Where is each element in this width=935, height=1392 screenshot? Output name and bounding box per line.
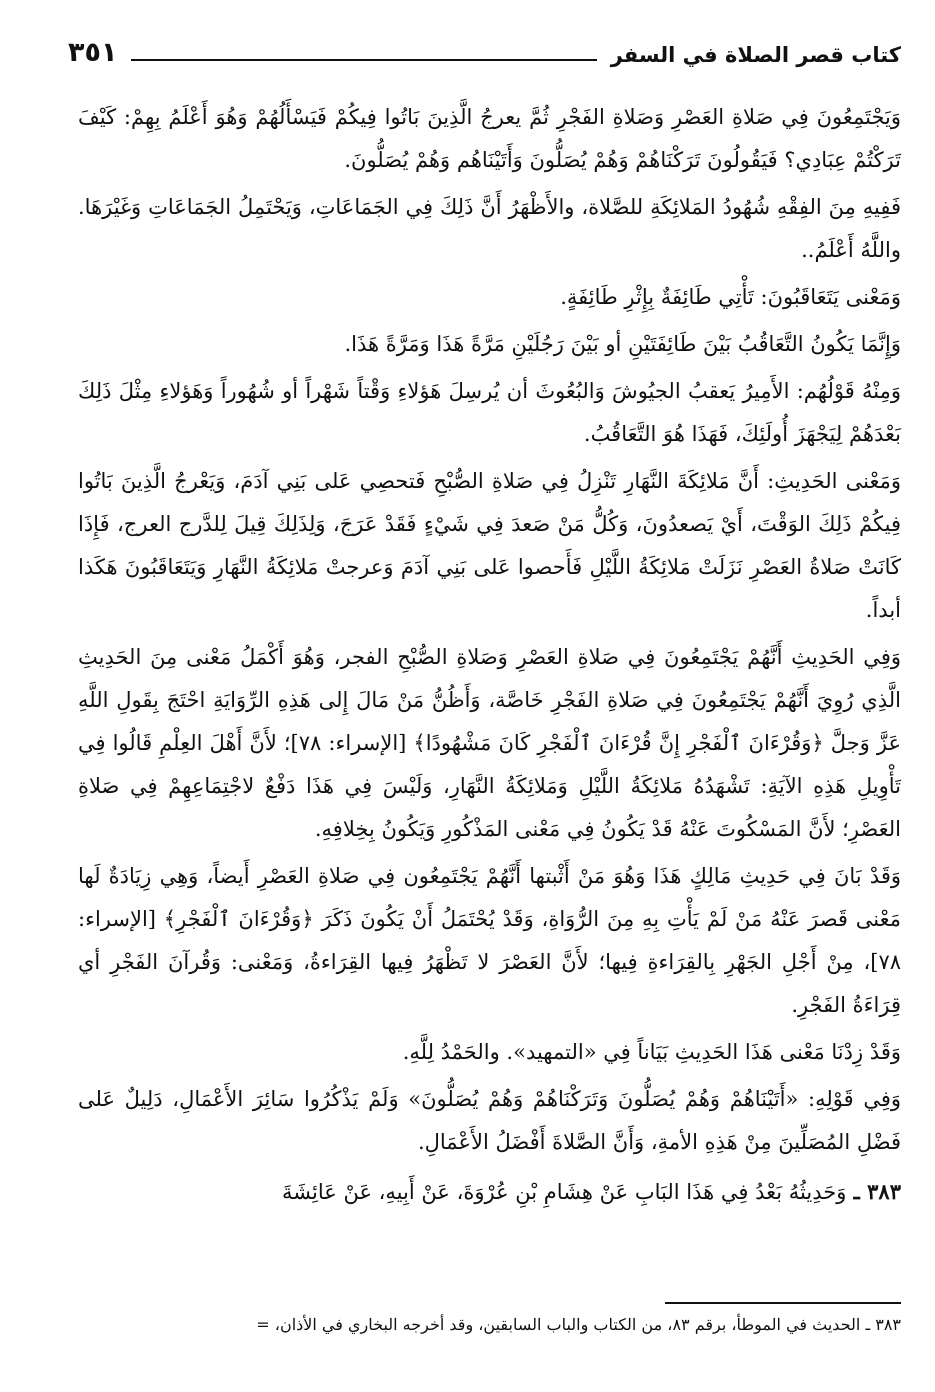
paragraph: وَقَدْ زِدْنَا مَعْنى هَذَا الحَدِيثِ بَيَاناً فِي «التمهيد». والحَمْدُ لِلَّهِ.: [402, 1040, 901, 1064]
paragraph: وَيَجْتَمِعُونَ فِي صَلاةِ العَصْرِ وَصَلاةِ الفَجْرِ ثُمَّ يعرجُ الَّذِينَ بَاتُوا فِيكُمْ فَيَسْأَلُهُمْ وَهُوَ أَعْلَمُ بِهِمْ: كَيْفَ تَرَكْتُمْ عِبَادِي؟ فَيَقُولُونَ تَرَكْنَاهُمْ وَهُمْ يُصَلُّونَ وَأَتَيْنَاهُم وَهُمْ يُصَلُّونَ.: [78, 105, 901, 172]
header-rule: [131, 59, 596, 61]
page-number: ٣٥١: [68, 37, 118, 68]
paragraph: وَمَعْنى يَتَعَاقَبُونَ: تَأْتِي طَائِفَةٌ بِإِثْرِ طَائِفَةٍ.: [560, 285, 901, 309]
hadith-text: وَحَدِيثُهُ بَعْدُ فِي هَذَا البَابِ عَنْ هِشَامِ بْنِ عُرْوَةَ، عَنْ أَبِيهِ، عَنْ عَائِشَةَ: [282, 1180, 847, 1204]
chapter-title: كتاب قصر الصلاة في السفر: [610, 43, 901, 67]
paragraph: وَمَعْنى الحَدِيثِ: أَنَّ مَلائِكَةَ النَّهَارِ تَنْزِلُ فِي صَلاةِ الصُّبْحِ فَتحصِي عَلى بَنِي آدَمَ، وَيَعْرجُ الَّذِينَ بَاتُوا فِيكُمْ ذَلِكَ الوَقْتَ، أَيْ يَصعدُونَ، وَكُلُّ مَنْ صَعدَ فِي شَيْءٍ فَقَدْ عَرَجَ، وَلِذَلِكَ قِيلَ لِلدَّرج العرج، فَإِذَا كَانَتْ صَلاةُ العَصْرِ نَزَلَتْ مَلائِكَةُ اللَّيْلِ فَأَحصوا عَلى بَنِي آدَمَ وَعرجتْ مَلائِكَةُ النَّهَارِ وَيَتَعَاقَبُونَ هَكَذا أبداً.: [78, 469, 901, 622]
hadith-number: ٣٨٣: [867, 1179, 901, 1204]
paragraph: فَفِيهِ مِنَ الفِقْهِ شُهُودُ المَلائِكَةِ للصَّلاة، والأَظْهَرُ أَنَّ ذَلِكَ فِي الجَمَاعَاتِ، وَيَحْتَمِلُ الجَمَاعَاتِ وَغَيْرَهَا. واللَّهُ أَعْلَمُ..: [78, 195, 901, 262]
paragraph: وَإِنَّمَا يَكُونُ التَّعَاقُبُ بَيْنَ طَائِفَتَيْنِ أو بَيْنَ رَجُلَيْنِ مَرَّةً هَذَا وَمَرَّةً هَذَا.: [344, 332, 901, 356]
paragraph: وَفِي الحَدِيثِ أَنَّهُمْ يَجْتَمِعُونَ فِي صَلاةِ العَصْرِ وَصَلاةِ الصُّبْحِ الفجر، وَهُوَ أَكْمَلُ مَعْنى مِنَ الحَدِيثِ الَّذِي رُوِيَ أَنَّهُمْ يَجْتَمِعُونَ فِي صَلاةِ الفَجْرِ خَاصَّة، وَأَظُنُّ مَنْ مَالَ إِلى هَذِهِ الرِّوَايَةِ احْتَجَ بِقَولِ اللَّهِ عَزَّ وَجلَّ ﴿وَقُرْءَانَ ٱلْفَجْرِ إِنَّ قُرْءَانَ ٱلْفَجْرِ كَانَ مَشْهُودًا﴾ [الإسراء: ٧٨]؛ لأَنَّ أَهْلَ العِلْمِ قَالُوا فِي تَأْوِيلِ هَذِهِ الآيَةِ: تَشْهَدُهُ مَلائِكَةُ اللَّيْلِ وَمَلائِكَةُ النَّهَارِ، وَلَيْسَ فِي هَذَا دَفْعٌ لاجْتِمَاعِهِمْ فِي صَلاةِ العَصْرِ؛ لأَنَّ المَسْكُوتَ عَنْهُ قَدْ يَكُونُ فِي مَعْنى المَذْكُورِ وَيَكُونُ بِخِلافِهِ.: [78, 645, 902, 841]
hadith-entry: [78, 1170, 901, 1214]
footnote-rule: [665, 1302, 901, 1304]
footnote: ٣٨٣ ـ الحديث في الموطأ، برقم ٨٣، من الكتاب والباب السابقين، وقد أخرجه البخاري في الأذان، =: [256, 1315, 901, 1334]
hadith-separator: ـ: [846, 1179, 868, 1204]
paragraph: وَقَدْ بَانَ فِي حَدِيثِ مَالِكٍ هَذَا وَهُوَ مَنْ أَثْبتها أَنَّهُمْ يَجْتَمِعُون فِي صَلاةِ العَصْرِ أَيضاً، وَهِي زِيَادَةٌ لَها مَعْنى قَصرَ عَنْهُ مَنْ لَمْ يَأْتِ بِهِ مِنَ الرُّوَاةِ، وَقَدْ يُحْتَمَلُ أَنْ يَكُونَ ذَكَرَ ﴿وَقُرْءَانَ ٱلْفَجْرِ﴾ [الإسراء: ٧٨]، مِنْ أَجْلِ الجَهْرِ بِالقِرَاءةِ فِيها؛ لأَنَّ العَصْرَ لا تَظْهَرُ فِيها القِرَاءةُ، وَمَعْنى: وَقُرآنَ الفَجْرِ أي قِرَاءَةُ الفَجْرِ.: [78, 864, 901, 1017]
paragraph: وَمِنْهُ قَوْلُهُم: الأَمِيرُ يَعقبُ الجيُوشَ وَالبُعُوثَ أن يُرسِلَ هَؤلاءِ وَقْتاً شَهْراً أو شُهُوراً وَهَؤلاءِ مِثْلَ ذَلِكَ بَعْدَهُمْ لِيَجْهَزَ أُولَئِكَ، فَهَذَا هُوَ التَّعَاقُبُ.: [78, 379, 901, 446]
page-header: [68, 26, 901, 66]
paragraph: وَفِي قَوْلِهِ: «أَتَيْنَاهُمْ وَهُمْ يُصَلُّونَ وَتَرَكْنَاهُمْ وَهُمْ يُصَلُّونَ» وَلَمْ يَذْكُرُوا سَائِرَ الأَعْمَالِ، دَلِيلٌ عَلى فَضْلِ المُصَلِّينَ مِنْ هَذِهِ الأمةِ، وَأَنَّ الصَّلاةَ أَفْضَلُ الأَعْمَالِ.: [78, 1087, 901, 1154]
main-text: [78, 96, 901, 1218]
